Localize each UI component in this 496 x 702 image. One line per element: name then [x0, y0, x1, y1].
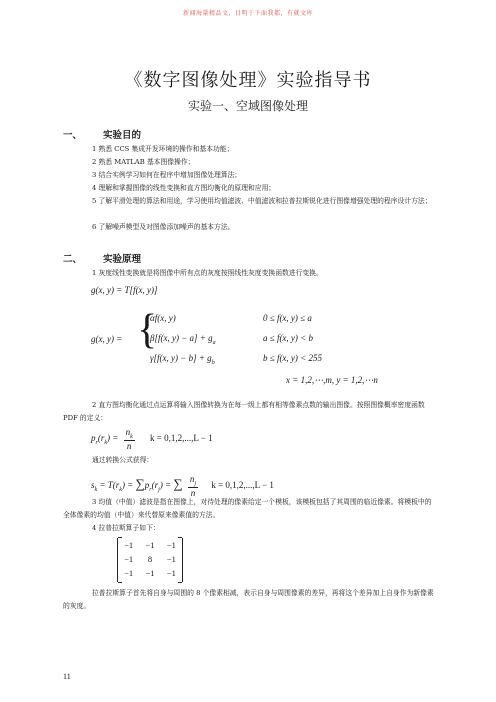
piecewise-expr: αf(x, y)	[150, 313, 176, 323]
piecewise-expr: γ[f(x, $y) - b] + g_b$	[150, 353, 215, 366]
paragraph-laplacian-desc: 拉普拉斯算子首先将自身与周围的 8 个像素相减，表示自身与周围像素的差异，再将这个差异加上自身作为新像素的灰度。	[63, 589, 434, 610]
goal-item: 6 了解噪声模型及对图像添加噪声的基本方法。	[92, 223, 235, 231]
goal-item: 1 熟悉 CCS 集成开发环境的操作和基本功能；	[92, 145, 234, 153]
section-number: 一、	[63, 130, 83, 141]
header-banner: 新闻海量精品文，目明于下面我都，有就文库	[182, 10, 313, 17]
section-heading-goals	[63, 127, 141, 141]
matrix-cell: −1	[166, 540, 176, 550]
piecewise-cond: a ≤ f(x, y) < b	[263, 333, 313, 343]
piecewise-expr: β[f(x, $y) - a] + g_a$	[150, 333, 216, 346]
section-title: 实验目的	[103, 130, 142, 141]
matrix-cell: −1	[166, 568, 176, 578]
paragraph-laplacian-title: 4 拉普拉斯算子如下：	[92, 524, 160, 532]
paragraph-linear-transform: 1 灰度线性变换就是将图像中所有点的灰度按照线性灰度变换函数进行变换。	[92, 269, 323, 277]
matrix-row	[118, 538, 182, 552]
matrix-cell: −1	[145, 540, 155, 550]
section-title: 实验原理	[103, 254, 142, 265]
document-title: 《数字图像处理》实验指导书	[124, 70, 372, 91]
equation-piecewise-lhs: g(x, y) =	[91, 334, 123, 344]
paragraph-histogram: 2 直方图均衡化通过点运算将输入图像转换为在每一级上都有相等像素点数的输出图像。按照图像概率密度函数 PDF 的定义：	[63, 401, 425, 422]
goal-item: 4 理解和掌握图像的线性变换和直方图均衡化的原理和应用；	[92, 184, 276, 192]
document-subtitle: 实验一、空域图像处理	[187, 99, 308, 113]
equation-cdf: $s_k = T(r_k) = \sum p_r(r_j)$ = ∑ $\frac{n_j}{n}$ k = 0,1,2,...,L − 1	[91, 474, 274, 498]
goal-item: 2 熟悉 MATLAB 基本图像操作；	[92, 158, 195, 166]
section-number: 二、	[63, 254, 83, 265]
matrix-cell: −1	[124, 540, 134, 550]
matrix-row	[118, 566, 182, 580]
matrix-row	[118, 552, 182, 566]
equation-range: x = 1,2,⋯,m, y = 1,2,⋯n	[286, 375, 378, 385]
equation-transform: g(x, y) = T[f(x, y)]	[91, 285, 158, 295]
paragraph-mean-filter: 3 均值（中值）滤波是指在图像上，对待处理的像素给定一个模板，该模板包括了其周围的临近像素。将模板中的全体像素的均值（中值）来代替原来像素值的方法。	[63, 498, 432, 519]
paragraph-transform-formula: 通过转换公式获得：	[92, 456, 154, 464]
section-heading-principles	[63, 251, 141, 265]
piecewise-cond: 0 ≤ f(x, y) ≤ a	[263, 313, 312, 323]
page-number: 11	[63, 672, 71, 681]
matrix-cell: −1	[166, 554, 176, 564]
equation-pdf: $p_r(r_k)$ = $\frac{n_k}{n}$ k = 0,1,2,...,L − 1	[91, 427, 213, 451]
brace-symbol: {	[137, 307, 158, 353]
piecewise-cond: b ≤ f(x, y) < 255	[263, 353, 322, 363]
matrix-cell: 8	[147, 554, 153, 564]
matrix-cell: −1	[124, 568, 134, 578]
goal-item: 3 结合实例学习如何在程序中增加图像处理算法；	[92, 171, 242, 179]
goal-item: 5 了解平滑处理的算法和用途，学习使用均值滤波、中值滤波和拉普拉斯锐化进行图像增强处理的程序设计方法；	[92, 197, 432, 205]
laplacian-matrix	[117, 538, 183, 582]
matrix-cell: −1	[124, 554, 134, 564]
matrix-cell: −1	[145, 568, 155, 578]
